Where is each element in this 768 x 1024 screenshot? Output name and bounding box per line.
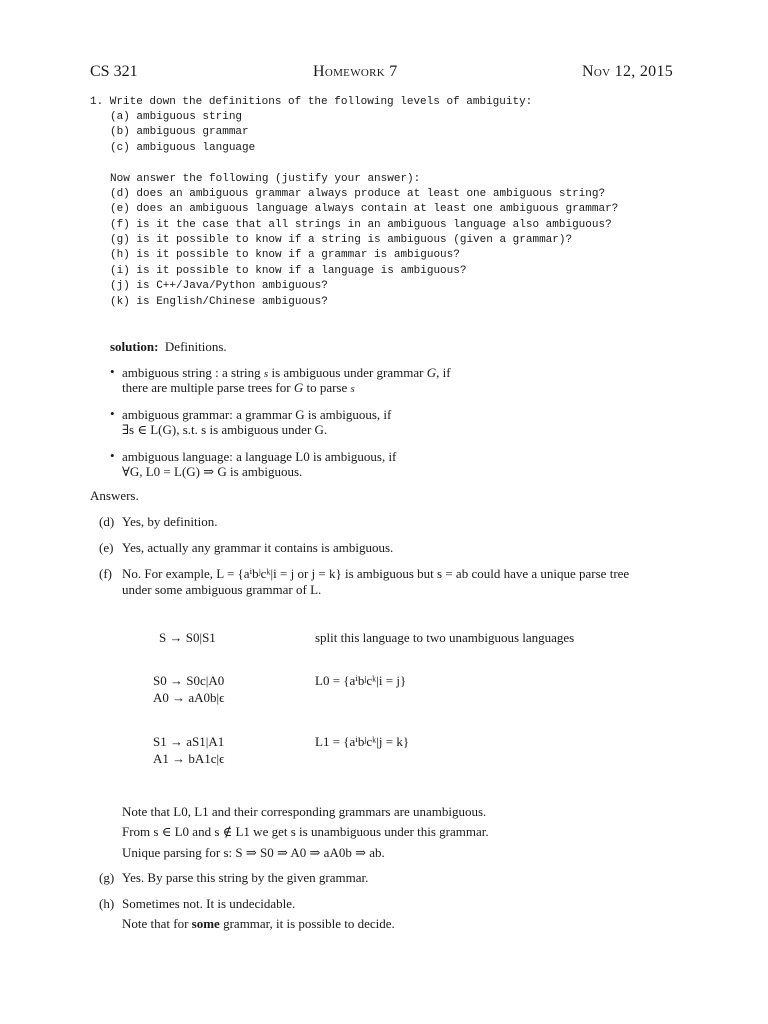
note-line: From s ∈ L0 and s ∉ L1 we get s is unambiguous under this grammar. [122,824,489,839]
answer-f-line2: under some ambiguous grammar of L. [122,582,322,597]
course-label: CS 321 [90,63,138,80]
question-item: (d) does an ambiguous grammar always produce at least one ambiguous string? [110,188,606,200]
answer-f-line1: No. For example, L = {aⁱbʲcᵏ|i = j or j = k} is ambiguous but s = ab could have a unique parse tree [122,566,630,581]
grammar-rule-a0: A0 → aA0b|ϵ [153,690,225,705]
grammar-note-l1: L1 = {aⁱbʲcᵏ|j = k} [315,734,410,749]
bullet-ambiguous-string-line2: there are multiple parse trees for G to parse s [122,380,355,395]
homework-title: Homework 7 [313,63,398,80]
bullet-ambiguous-string-line1: ambiguous string : a string s is ambiguous under grammar G, if [122,365,451,380]
grammar-rule-a1: A1 → bA1c|ϵ [153,751,225,766]
question-item: (j) is C++/Java/Python ambiguous? [110,280,328,292]
grammar-rule-s0: S0 → S0c|A0 [153,673,225,688]
bullet-icon: • [110,448,115,463]
grammar-note-l0: L0 = {aⁱbʲcᵏ|i = j} [315,673,407,688]
bullet-icon: • [110,406,115,421]
bullet-ambiguous-language-line1: ambiguous language: a language L0 is ambiguous, if [122,449,397,464]
solution-heading [110,339,227,355]
answer-g-label: (g) [99,870,115,885]
answer-e-text: Yes, actually any grammar it contains is ambiguous. [122,540,394,555]
def-item: (a) ambiguous string [110,111,243,123]
question-item: (g) is it possible to know if a string is ambiguous (given a grammar)? [110,234,573,246]
solution-label: solution: [110,339,159,354]
answer-h-note: Note that for some grammar, it is possible to decide. [122,916,395,931]
date-label: Nov 12, 2015 [582,63,674,80]
answer-d-text: Yes, by definition. [122,514,218,529]
answer-f-label: (f) [99,566,112,581]
answer-g-text: Yes. By parse this string by the given grammar. [122,870,369,885]
answer-h-text: Sometimes not. It is undecidable. [122,896,296,911]
bullet-ambiguous-grammar-line2: ∃s ∈ L(G), s.t. s is ambiguous under G. [122,422,328,437]
question-item: (k) is English/Chinese ambiguous? [110,296,328,308]
grammar-note-split: split this language to two unambiguous languages [315,630,575,645]
answer-e-label: (e) [99,540,114,555]
question-item: (h) is it possible to know if a grammar is ambiguous? [110,249,460,261]
bullet-ambiguous-language-line2: ∀G, L0 = L(G) ⇒ G is ambiguous. [122,464,303,479]
note-line: Note that L0, L1 and their corresponding grammars are unambiguous. [122,804,487,819]
bullet-icon: • [110,364,115,379]
question-item: (i) is it possible to know if a language is ambiguous? [110,265,467,277]
note-line: Unique parsing for s: S ⇒ S0 ⇒ A0 ⇒ aA0b ⇒ ab. [122,845,385,860]
grammar-rule-s: S → S0|S1 [159,630,216,645]
question-item: (f) is it the case that all strings in an ambiguous language also ambiguous? [110,219,612,231]
grammar-rule-s1: S1 → aS1|A1 [153,734,225,749]
problem-intro: 1. Write down the definitions of the following levels of ambiguity: [90,96,533,108]
bullet-ambiguous-grammar-line1: ambiguous grammar: a grammar G is ambiguous, if [122,407,392,422]
def-item: (b) ambiguous grammar [110,126,249,138]
answer-h-label: (h) [99,896,115,911]
question-item: (e) does an ambiguous language always contain at least one ambiguous grammar? [110,203,619,215]
definitions-label: Definitions. [164,339,227,354]
answer-d-label: (d) [99,514,115,529]
def-item: (c) ambiguous language [110,142,256,154]
answers-label: Answers. [90,488,139,503]
now-answer-line: Now answer the following (justify your answer): [110,173,421,185]
